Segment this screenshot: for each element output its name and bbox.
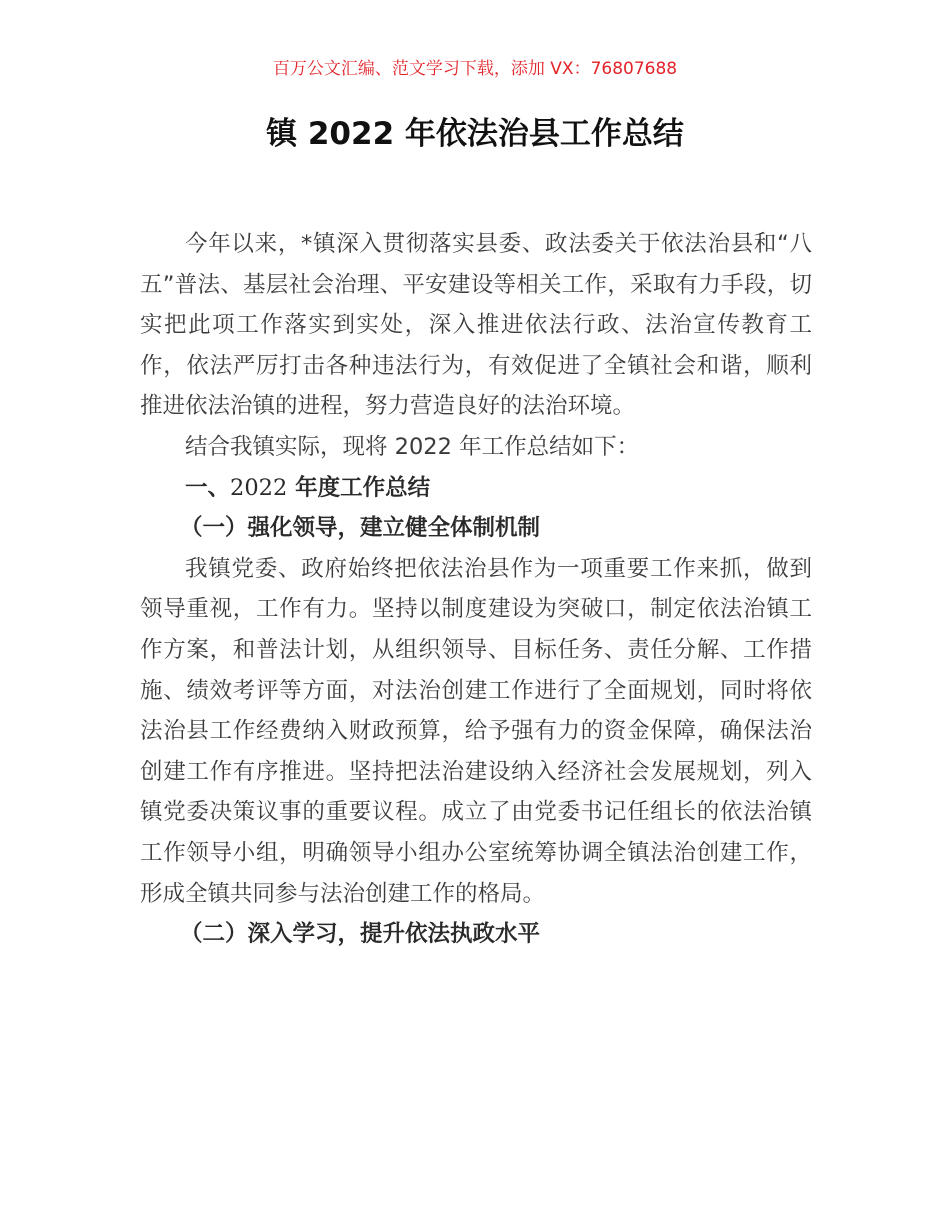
document-title: 镇 2022 年依法治县工作总结 [266, 116, 684, 152]
section-heading-1-text: 年度工作总结 [287, 474, 431, 501]
document-body [140, 224, 812, 955]
section-heading-1-year: 2022 [230, 474, 288, 501]
summary-lead-paragraph: 结合我镇实际，现将 2022 年工作总结如下： [185, 433, 640, 460]
section-heading-1-prefix: 一、 [185, 474, 231, 501]
subsection-1-paragraph: 我镇党委、政府始终把依法治县作为一项重要工作来抓，做到领导重视，工作有力。坚持以制度建设为突破口，制定依法治镇工作方案，和普法计划，从组织领导、目标任务、责任分解、工作措施、绩效考评等方面，对法治创建工作进行了全面规划，同时将依法治县工作经费纳入财政预算，给予强有力的资金保障，确保法治创建工作有序推进。坚持把法治建设纳入经济社会发展规划，列入镇党委决策议事的重要议程。成立了由党委书记任组长的依法治镇工作领导小组，明确领导小组办公室统筹协调全镇法治创建工作，形成全镇共同参与法治创建工作的格局。 [140, 555, 812, 907]
section-heading-1 [140, 468, 812, 509]
watermark-banner: 百万公文汇编、范文学习下载，添加 VX：76807688 [272, 59, 678, 79]
subsection-heading-2: （二）深入学习，提升依法执政水平 [180, 921, 541, 948]
subsection-heading-1: （一）强化领导，建立健全体制机制 [180, 515, 541, 542]
intro-paragraph: 今年以来，*镇深入贯彻落实县委、政法委关于依法治县和“八五”普法、基层社会治理、平安建设等相关工作，采取有力手段，切实把此项工作落实到实处，深入推进依法行政、法治宣传教育工作，依法严厉打击各种违法行为，有效促进了全镇社会和谐，顺利推进依法治镇的进程，努力营造良好的法治环境。 [140, 231, 812, 420]
